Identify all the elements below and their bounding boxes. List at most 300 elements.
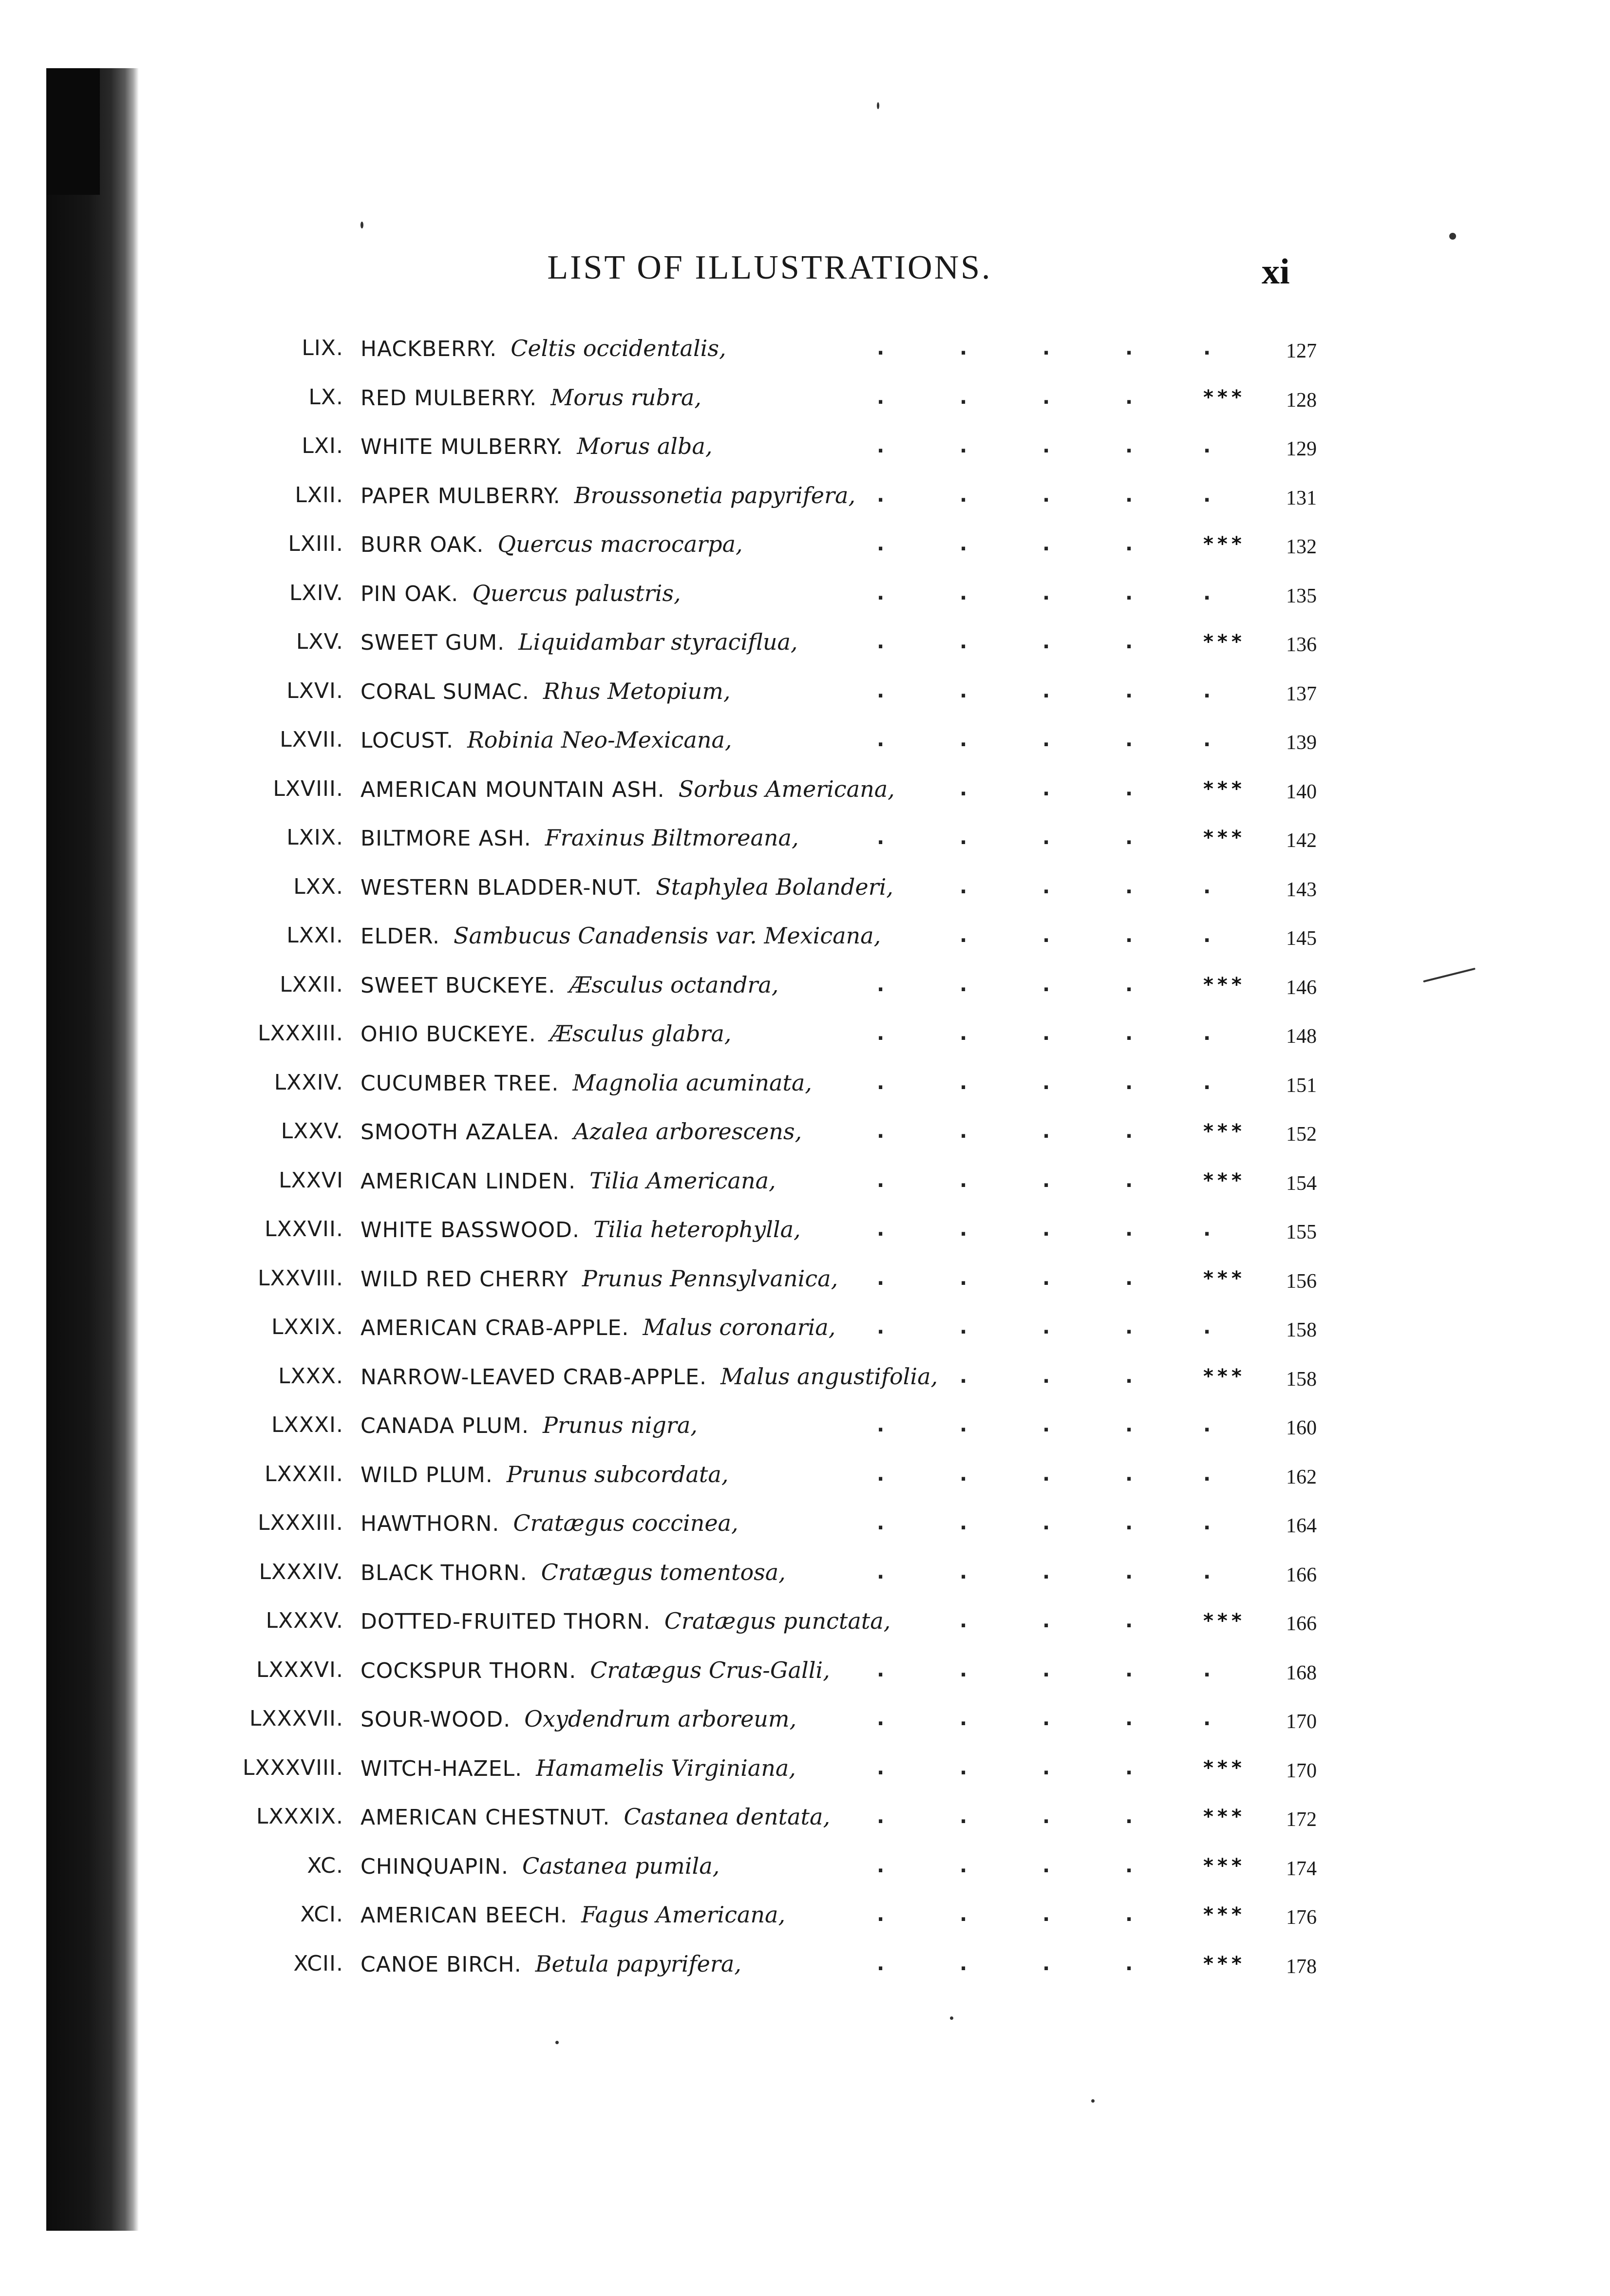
leader-dot: . xyxy=(960,1756,967,1779)
leader-dot: . xyxy=(1203,1218,1211,1241)
list-item xyxy=(0,1597,1610,1646)
plate-number: LXIX. xyxy=(286,825,343,850)
list-item xyxy=(0,960,1610,1010)
list-item xyxy=(0,813,1610,863)
list-item xyxy=(0,1890,1610,1939)
page-reference: 166 xyxy=(1286,1613,1317,1635)
page-number: xi xyxy=(1262,252,1290,292)
page-reference: 152 xyxy=(1286,1123,1317,1146)
dot-leaders xyxy=(0,1890,1610,1939)
asterisk-mark: *** xyxy=(1203,1365,1246,1388)
leader-dot: . xyxy=(1042,1512,1050,1534)
dot-leaders xyxy=(0,1694,1610,1744)
plate-number: LXXIX. xyxy=(271,1315,343,1339)
leader-dot: . xyxy=(1203,1316,1211,1338)
leader-dot: . xyxy=(877,435,885,457)
plate-number: LXXI. xyxy=(286,923,343,948)
leader-dot: . xyxy=(1042,1071,1050,1094)
plate-number: LXVI. xyxy=(286,678,343,703)
common-name: WESTERN BLADDER-NUT. xyxy=(360,875,643,900)
leader-dot: . xyxy=(960,1658,967,1681)
leader-dot: . xyxy=(960,1218,967,1241)
leader-dot: . xyxy=(877,1854,885,1877)
common-name: PAPER MULBERRY. xyxy=(360,483,561,508)
leader-dot: . xyxy=(1203,729,1211,751)
plate-caption xyxy=(360,1401,698,1451)
dot-leaders xyxy=(0,1009,1610,1058)
leader-dot: . xyxy=(877,337,885,359)
plate-number: LXXXIX. xyxy=(256,1804,343,1829)
leader-dot: . xyxy=(877,1952,885,1975)
asterisk-mark: *** xyxy=(1203,827,1246,849)
leader-dot: . xyxy=(1042,1903,1050,1926)
latin-name: Fagus Americana, xyxy=(581,1901,786,1928)
common-name: DOTTED-FRUITED THORN. xyxy=(360,1609,651,1634)
common-name: CHINQUAPIN. xyxy=(360,1854,509,1879)
leader-dot: . xyxy=(877,827,885,849)
leader-dot: . xyxy=(1203,924,1211,947)
latin-name: Quercus macrocarpa, xyxy=(497,531,743,557)
leader-dot: . xyxy=(1042,1022,1050,1045)
page-reference: 131 xyxy=(1286,487,1317,509)
leader-dot: . xyxy=(1203,1414,1211,1436)
list-item xyxy=(0,1792,1610,1842)
common-name: OHIO BUCKEYE. xyxy=(360,1022,536,1047)
plate-number: LXXXIV. xyxy=(259,1559,343,1584)
common-name: HAWTHORN. xyxy=(360,1511,500,1536)
leader-dot: . xyxy=(1125,1414,1133,1436)
leader-dot: . xyxy=(960,1169,967,1192)
list-item xyxy=(0,1450,1610,1499)
leader-dot: . xyxy=(1125,827,1133,849)
latin-name: Oxydendrum arboreum, xyxy=(524,1706,797,1732)
plate-number: LXXXIII. xyxy=(258,1510,343,1535)
leader-dot: . xyxy=(1042,533,1050,555)
plate-number: LXXXI. xyxy=(271,1412,343,1437)
leader-dot: . xyxy=(1125,1854,1133,1877)
leader-dot: . xyxy=(1203,1463,1211,1486)
leader-dot: . xyxy=(1125,1756,1133,1779)
latin-name: Castanea pumila, xyxy=(522,1852,720,1879)
page-title: LIST OF ILLUSTRATIONS. xyxy=(547,249,992,286)
plate-number: LXIII. xyxy=(288,531,343,556)
leader-dot: . xyxy=(1042,924,1050,947)
plate-number: XC. xyxy=(307,1853,343,1878)
leader-dot: . xyxy=(960,1952,967,1975)
leader-dot: . xyxy=(1042,729,1050,751)
page-reference: 132 xyxy=(1286,536,1317,558)
page-reference: 151 xyxy=(1286,1074,1317,1097)
list-item xyxy=(0,1107,1610,1156)
common-name: PIN OAK. xyxy=(360,581,459,606)
plate-number: LXII. xyxy=(295,482,343,508)
page-reference: 155 xyxy=(1286,1221,1317,1243)
dot-leaders xyxy=(0,1450,1610,1499)
leader-dot: . xyxy=(1125,1316,1133,1338)
common-name: LOCUST. xyxy=(360,728,454,753)
common-name: CORAL SUMAC. xyxy=(360,679,530,704)
leader-dot: . xyxy=(960,1022,967,1045)
latin-name: Tilia heterophylla, xyxy=(593,1216,801,1242)
leader-dot: . xyxy=(1042,1365,1050,1388)
common-name: CANOE BIRCH. xyxy=(360,1952,522,1977)
leader-dot: . xyxy=(1042,386,1050,409)
leader-dot: . xyxy=(877,1756,885,1779)
common-name: SWEET GUM. xyxy=(360,630,505,655)
leader-dot: . xyxy=(1125,1463,1133,1486)
leader-dot: . xyxy=(960,1463,967,1486)
common-name: AMERICAN CRAB-APPLE. xyxy=(360,1316,629,1340)
page-reference: 170 xyxy=(1286,1759,1317,1782)
plate-caption xyxy=(360,667,731,717)
plate-number: LXI. xyxy=(302,433,343,458)
latin-name: Sorbus Americana, xyxy=(678,775,895,802)
list-item xyxy=(0,1401,1610,1450)
latin-name: Cratægus Crus-Galli, xyxy=(590,1656,830,1683)
leader-dot: . xyxy=(960,1316,967,1338)
leader-dot: . xyxy=(1042,679,1050,702)
latin-name: Staphylea Bolanderi, xyxy=(656,873,893,900)
latin-name: Quercus palustris, xyxy=(472,580,681,606)
leader-dot: . xyxy=(877,1658,885,1681)
leader-dot: . xyxy=(1042,1463,1050,1486)
plate-caption xyxy=(360,1939,741,1990)
leader-dot: . xyxy=(877,729,885,751)
leader-dot: . xyxy=(960,386,967,409)
common-name: WHITE BASSWOOD. xyxy=(360,1218,580,1242)
list-item xyxy=(0,324,1610,373)
asterisk-mark: *** xyxy=(1203,533,1246,555)
latin-name: Castanea dentata, xyxy=(624,1804,831,1830)
list-item xyxy=(0,1205,1610,1254)
leader-dot: . xyxy=(877,631,885,653)
latin-name: Robinia Neo-Mexicana, xyxy=(467,727,732,753)
list-item xyxy=(0,471,1610,520)
leader-dot: . xyxy=(960,435,967,457)
dot-leaders xyxy=(0,1499,1610,1548)
latin-name: Malus angustifolia, xyxy=(720,1363,938,1390)
leader-dot: . xyxy=(1042,1708,1050,1730)
page-reference: 135 xyxy=(1286,584,1317,607)
plate-number: LIX. xyxy=(302,336,343,360)
asterisk-mark: *** xyxy=(1203,631,1246,653)
list-item xyxy=(0,765,1610,814)
page-reference: 148 xyxy=(1286,1025,1317,1048)
common-name: BURR OAK. xyxy=(360,532,484,557)
common-name: ELDER. xyxy=(360,924,440,949)
leader-dot: . xyxy=(1203,1022,1211,1045)
page-reference: 156 xyxy=(1286,1270,1317,1293)
plate-number: LXXXVII. xyxy=(249,1706,343,1731)
list-item xyxy=(0,1548,1610,1597)
list-item xyxy=(0,1939,1610,1989)
list-item xyxy=(0,667,1610,716)
plate-caption xyxy=(360,1842,720,1892)
leader-dot: . xyxy=(1042,631,1050,653)
dot-leaders xyxy=(0,1744,1610,1793)
leader-dot: . xyxy=(877,679,885,702)
latin-name: Azalea arborescens, xyxy=(573,1118,802,1145)
plate-number: LXXVIII. xyxy=(258,1265,343,1291)
list-item xyxy=(0,422,1610,471)
page-reference: 168 xyxy=(1286,1661,1317,1684)
plate-caption xyxy=(360,1450,728,1500)
common-name: AMERICAN LINDEN. xyxy=(360,1168,576,1194)
page-reference: 129 xyxy=(1286,438,1317,460)
plate-caption xyxy=(360,569,681,619)
leader-dot: . xyxy=(1042,827,1050,849)
leader-dot: . xyxy=(1203,1512,1211,1534)
plate-caption xyxy=(360,1792,830,1843)
asterisk-mark: *** xyxy=(1203,1854,1246,1877)
leader-dot: . xyxy=(877,1903,885,1926)
list-item xyxy=(0,1646,1610,1695)
latin-name: Fraxinus Biltmoreana, xyxy=(545,825,799,851)
leader-dot: . xyxy=(1042,1120,1050,1143)
page-reference: 154 xyxy=(1286,1172,1317,1195)
leader-dot: . xyxy=(1125,631,1133,653)
page-reference: 174 xyxy=(1286,1857,1317,1880)
leader-dot: . xyxy=(1042,1658,1050,1681)
plate-number: XCI. xyxy=(300,1902,343,1927)
leader-dot: . xyxy=(1125,1708,1133,1730)
common-name: RED MULBERRY. xyxy=(360,385,537,411)
common-name: CUCUMBER TREE. xyxy=(360,1071,559,1096)
dot-leaders xyxy=(0,1842,1610,1891)
plate-caption xyxy=(360,1499,739,1549)
leader-dot: . xyxy=(877,1267,885,1290)
page-reference: 127 xyxy=(1286,340,1317,362)
plate-number: LXXV. xyxy=(281,1119,343,1144)
leader-dot: . xyxy=(1042,435,1050,457)
leader-dot: . xyxy=(1042,973,1050,996)
leader-dot: . xyxy=(960,1512,967,1534)
leader-dot: . xyxy=(1042,1561,1050,1583)
leader-dot: . xyxy=(1125,1267,1133,1290)
list-item xyxy=(0,1156,1610,1205)
page-reference: 143 xyxy=(1286,878,1317,901)
leader-dot: . xyxy=(1042,1610,1050,1632)
page-reference: 176 xyxy=(1286,1906,1317,1929)
leader-dot: . xyxy=(1042,1952,1050,1975)
plate-number: LXXII. xyxy=(280,972,343,997)
page-header xyxy=(0,248,1610,302)
leader-dot: . xyxy=(960,337,967,359)
leader-dot: . xyxy=(877,582,885,604)
plate-caption xyxy=(360,1009,731,1059)
leader-dot: . xyxy=(1203,435,1211,457)
leader-dot: . xyxy=(960,1561,967,1583)
asterisk-mark: *** xyxy=(1203,777,1246,800)
binding-shadow-top xyxy=(46,68,100,195)
leader-dot: . xyxy=(960,875,967,898)
plate-caption xyxy=(360,1254,838,1304)
dot-leaders xyxy=(0,1939,1610,1989)
latin-name: Cratægus punctata, xyxy=(664,1608,891,1634)
dot-leaders xyxy=(0,1107,1610,1156)
leader-dot: . xyxy=(1125,679,1133,702)
list-item xyxy=(0,1254,1610,1303)
list-item xyxy=(0,569,1610,618)
page-reference: 160 xyxy=(1286,1417,1317,1439)
plate-number: LXXIV. xyxy=(274,1070,343,1095)
leader-dot: . xyxy=(1203,337,1211,359)
plate-number: XCII. xyxy=(293,1951,343,1976)
latin-name: Broussonetia papyrifera, xyxy=(574,482,856,508)
latin-name: Tilia Americana, xyxy=(589,1167,776,1194)
plate-caption xyxy=(360,1597,890,1647)
leader-dot: . xyxy=(1125,435,1133,457)
leader-dot: . xyxy=(877,1316,885,1338)
list-item xyxy=(0,1499,1610,1548)
latin-name: Malus coronaria, xyxy=(643,1314,836,1340)
leader-dot: . xyxy=(1125,729,1133,751)
page-reference: 128 xyxy=(1286,389,1317,412)
leader-dot: . xyxy=(1125,1120,1133,1143)
leader-dot: . xyxy=(877,386,885,409)
leader-dot: . xyxy=(877,484,885,507)
page-reference: 146 xyxy=(1286,976,1317,999)
latin-name: Prunus subcordata, xyxy=(506,1461,729,1487)
list-item xyxy=(0,1058,1610,1108)
scan-speck xyxy=(950,2016,953,2020)
page-reference: 166 xyxy=(1286,1563,1317,1586)
leader-dot: . xyxy=(1125,484,1133,507)
plate-caption xyxy=(360,1303,835,1353)
leader-dot: . xyxy=(960,777,967,800)
list-item xyxy=(0,1303,1610,1352)
scan-speck xyxy=(360,222,363,228)
common-name: BLACK THORN. xyxy=(360,1560,528,1585)
leader-dot: . xyxy=(960,1071,967,1094)
latin-name: Cratægus coccinea, xyxy=(513,1510,739,1536)
leader-dot: . xyxy=(1042,875,1050,898)
page-reference: 145 xyxy=(1286,927,1317,950)
common-name: WILD PLUM. xyxy=(360,1462,493,1487)
leader-dot: . xyxy=(877,1414,885,1436)
leader-dot: . xyxy=(960,679,967,702)
list-item xyxy=(0,520,1610,569)
plate-caption xyxy=(360,1548,786,1598)
list-item xyxy=(0,1352,1610,1401)
asterisk-mark: *** xyxy=(1203,973,1246,996)
leader-dot: . xyxy=(960,729,967,751)
leader-dot: . xyxy=(1203,484,1211,507)
page-reference: 139 xyxy=(1286,732,1317,754)
leader-dot: . xyxy=(1042,1756,1050,1779)
leader-dot: . xyxy=(1125,1610,1133,1632)
plate-caption xyxy=(360,1107,802,1157)
page-reference: 158 xyxy=(1286,1319,1317,1341)
leader-dot: . xyxy=(1125,1365,1133,1388)
leader-dot: . xyxy=(1203,875,1211,898)
leader-dot: . xyxy=(960,924,967,947)
leader-dot: . xyxy=(960,1365,967,1388)
leader-dot: . xyxy=(1042,582,1050,604)
dot-leaders xyxy=(0,569,1610,618)
plate-number: LXXX. xyxy=(278,1363,343,1389)
leader-dot: . xyxy=(1203,1561,1211,1583)
page-reference: 172 xyxy=(1286,1808,1317,1831)
leader-dot: . xyxy=(960,1854,967,1877)
leader-dot: . xyxy=(1125,1512,1133,1534)
leader-dot: . xyxy=(1042,337,1050,359)
dot-leaders xyxy=(0,618,1610,667)
dot-leaders xyxy=(0,1401,1610,1450)
plate-caption xyxy=(360,863,893,913)
latin-name: Rhus Metopium, xyxy=(543,678,731,704)
leader-dot: . xyxy=(1125,777,1133,800)
common-name: CANADA PLUM. xyxy=(360,1413,530,1438)
scan-speck xyxy=(1091,2099,1095,2103)
plate-number: LXXXII. xyxy=(265,1461,343,1487)
latin-name: Morus alba, xyxy=(577,433,713,459)
page-reference: 158 xyxy=(1286,1368,1317,1391)
leader-dot: . xyxy=(1042,1806,1050,1828)
leader-dot: . xyxy=(1125,337,1133,359)
plate-number: LXV. xyxy=(296,629,343,654)
leader-dot: . xyxy=(1203,1658,1211,1681)
leader-dot: . xyxy=(1042,1316,1050,1338)
common-name: WILD RED CHERRY xyxy=(360,1266,568,1292)
page-reference: 162 xyxy=(1286,1466,1317,1488)
scan-speck xyxy=(555,2041,559,2044)
page-reference: 140 xyxy=(1286,780,1317,803)
common-name: SWEET BUCKEYE. xyxy=(360,973,556,998)
leader-dot: . xyxy=(877,533,885,555)
list-item xyxy=(0,1744,1610,1793)
leader-dot: . xyxy=(1125,1561,1133,1583)
dot-leaders xyxy=(0,324,1610,373)
leader-dot: . xyxy=(1042,1267,1050,1290)
plate-caption xyxy=(360,715,732,766)
leader-dot: . xyxy=(1042,1854,1050,1877)
plate-caption xyxy=(360,1646,830,1696)
leader-dot: . xyxy=(1042,1218,1050,1241)
plate-number: LXXXIII. xyxy=(258,1021,343,1046)
leader-dot: . xyxy=(1125,924,1133,947)
page-reference: 136 xyxy=(1286,634,1317,656)
leader-dot: . xyxy=(960,533,967,555)
common-name: NARROW-LEAVED CRAB-APPLE. xyxy=(360,1364,707,1390)
leader-dot: . xyxy=(960,1708,967,1730)
plate-number: LXX. xyxy=(293,874,343,899)
leader-dot: . xyxy=(960,1903,967,1926)
page-reference: 170 xyxy=(1286,1711,1317,1733)
list-item xyxy=(0,618,1610,667)
plate-caption xyxy=(360,1890,785,1940)
plate-caption xyxy=(360,618,798,668)
asterisk-mark: *** xyxy=(1203,1806,1246,1828)
common-name: COCKSPUR THORN. xyxy=(360,1658,577,1683)
dot-leaders xyxy=(0,520,1610,569)
page-reference: 137 xyxy=(1286,682,1317,705)
asterisk-mark: *** xyxy=(1203,1267,1246,1290)
latin-name: Æsculus glabra, xyxy=(549,1020,732,1047)
plate-caption xyxy=(360,960,778,1011)
leader-dot: . xyxy=(1125,533,1133,555)
common-name: AMERICAN CHESTNUT. xyxy=(360,1805,610,1830)
list-item xyxy=(0,715,1610,765)
list-item xyxy=(0,373,1610,422)
leader-dot: . xyxy=(1203,679,1211,702)
latin-name: Liquidambar styraciflua, xyxy=(518,629,798,655)
plate-caption xyxy=(360,520,743,570)
leader-dot: . xyxy=(960,1120,967,1143)
asterisk-mark: *** xyxy=(1203,1756,1246,1779)
common-name: HACKBERRY. xyxy=(360,337,497,361)
leader-dot: . xyxy=(1042,1169,1050,1192)
